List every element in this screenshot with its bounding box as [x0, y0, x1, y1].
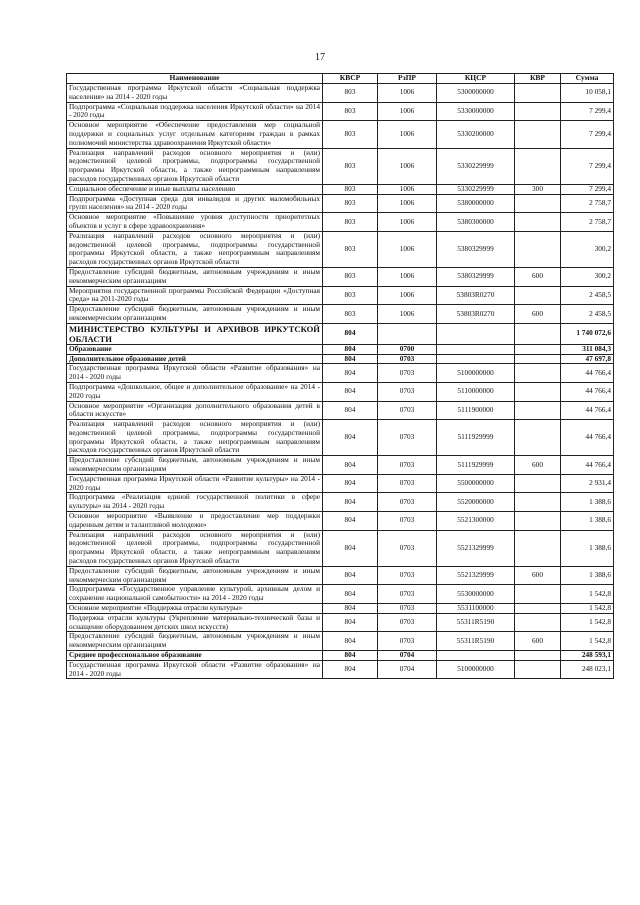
row-kvsr-cell: 804 [323, 604, 378, 614]
row-sum-cell: 311 084,3 [561, 344, 614, 354]
table-row [67, 286, 614, 305]
row-kvsr-cell: 804 [323, 512, 378, 531]
row-sum-cell: 1 388,6 [561, 512, 614, 531]
row-rzpr-cell: 0703 [378, 512, 437, 531]
row-kvsr-cell: 803 [323, 184, 378, 194]
row-rzpr-cell: 1006 [378, 121, 437, 148]
row-rzpr-cell: 1006 [378, 194, 437, 213]
row-kvsr-cell: 803 [323, 305, 378, 324]
row-sum-cell: 1 740 072,6 [561, 323, 614, 344]
row-name-cell: Образование [67, 344, 323, 354]
row-kvr-cell: 600 [515, 267, 561, 286]
row-kvsr-cell: 804 [323, 354, 378, 364]
row-kcsr-cell [437, 651, 515, 661]
row-kvr-cell [515, 213, 561, 232]
row-sum-cell: 1 542,8 [561, 585, 614, 604]
row-kvsr-cell: 804 [323, 474, 378, 493]
row-rzpr-cell: 0700 [378, 344, 437, 354]
row-kcsr-cell: 5330200000 [437, 121, 515, 148]
header-rzpr: РзПР [378, 74, 437, 84]
row-kvr-cell: 600 [515, 456, 561, 475]
table-row [67, 213, 614, 232]
row-name-cell: Основное мероприятие «Организация дополнительного образования детей в области искусств» [67, 401, 323, 420]
row-sum-cell: 44 766,4 [561, 401, 614, 420]
row-kcsr-cell: 5100000000 [437, 660, 515, 679]
row-rzpr-cell: 0703 [378, 613, 437, 632]
row-sum-cell: 300,2 [561, 267, 614, 286]
row-kvsr-cell: 804 [323, 585, 378, 604]
row-sum-cell: 1 388,6 [561, 566, 614, 585]
row-sum-cell: 7 299,4 [561, 148, 614, 184]
row-kvsr-cell: 804 [323, 323, 378, 344]
row-sum-cell: 10 058,1 [561, 84, 614, 103]
row-kvr-cell [515, 585, 561, 604]
row-kvsr-cell: 803 [323, 102, 378, 121]
row-kcsr-cell: 5330000000 [437, 102, 515, 121]
row-sum-cell: 47 697,8 [561, 354, 614, 364]
row-sum-cell: 2 758,7 [561, 194, 614, 213]
row-kvsr-cell: 804 [323, 344, 378, 354]
row-name-cell: Поддержка отрасли культуры (Укрепление материально-технической базы и оснащение оборудованием детских школ искусств) [67, 613, 323, 632]
row-kvsr-cell: 803 [323, 231, 378, 267]
row-name-cell: Дополнительное образование детей [67, 354, 323, 364]
table-row [67, 267, 614, 286]
row-sum-cell: 2 458,5 [561, 305, 614, 324]
row-kcsr-cell: 55311R5190 [437, 613, 515, 632]
row-kvsr-cell: 803 [323, 84, 378, 103]
row-rzpr-cell: 1006 [378, 305, 437, 324]
row-kvr-cell [515, 364, 561, 383]
row-name-cell: Основное мероприятие «Выявление и предоставление мер поддержки одаренным детям и талантливой молодежи» [67, 512, 323, 531]
row-rzpr-cell: 0703 [378, 456, 437, 475]
table-row [67, 184, 614, 194]
header-sum: Сумма [561, 74, 614, 84]
row-kvr-cell [515, 660, 561, 679]
row-rzpr-cell: 0703 [378, 354, 437, 364]
table-row [67, 344, 614, 354]
row-name-cell: Подпрограмма «Реализация единой государственной политики в сфере культуры» на 2014 - 2020 годы [67, 493, 323, 512]
table-row [67, 456, 614, 475]
row-kcsr-cell: 5380329999 [437, 231, 515, 267]
row-name-cell: Предоставление субсидий бюджетным, автономным учреждениям и иным некоммерческим организациям [67, 456, 323, 475]
row-kvr-cell [515, 231, 561, 267]
row-kcsr-cell [437, 354, 515, 364]
table-row [67, 305, 614, 324]
table-row [67, 604, 614, 614]
row-sum-cell: 300,2 [561, 231, 614, 267]
table-row [67, 530, 614, 566]
row-sum-cell: 44 766,4 [561, 420, 614, 456]
table-row [67, 364, 614, 383]
row-kvr-cell [515, 84, 561, 103]
table-row [67, 660, 614, 679]
row-rzpr-cell: 0704 [378, 660, 437, 679]
row-kvr-cell [515, 194, 561, 213]
table-row [67, 585, 614, 604]
row-kvsr-cell: 804 [323, 364, 378, 383]
row-kvsr-cell: 803 [323, 121, 378, 148]
row-rzpr-cell: 0703 [378, 401, 437, 420]
header-kvsr: КВСР [323, 74, 378, 84]
row-name-cell: Государственная программа Иркутской области «Социальная поддержка населения» на 2014 - 2020 годы [67, 84, 323, 103]
row-kcsr-cell: 5521300000 [437, 512, 515, 531]
row-kvr-cell [515, 102, 561, 121]
row-kvsr-cell: 803 [323, 148, 378, 184]
row-sum-cell: 248 023,1 [561, 660, 614, 679]
row-kcsr-cell: 55311R5190 [437, 632, 515, 651]
row-kvr-cell [515, 323, 561, 344]
row-name-cell: Основное мероприятие «Повышение уровня доступности приоритетных объектов и услуг в сфере здравоохранения» [67, 213, 323, 232]
row-kvsr-cell: 804 [323, 420, 378, 456]
row-kvsr-cell: 804 [323, 632, 378, 651]
row-kvsr-cell: 804 [323, 660, 378, 679]
row-kvr-cell: 300 [515, 184, 561, 194]
table-header-row [67, 74, 614, 84]
row-rzpr-cell: 0703 [378, 566, 437, 585]
row-rzpr-cell: 0703 [378, 364, 437, 383]
row-sum-cell: 7 299,4 [561, 102, 614, 121]
row-rzpr-cell: 1006 [378, 148, 437, 184]
row-rzpr-cell: 0703 [378, 474, 437, 493]
row-kvr-cell [515, 530, 561, 566]
row-kcsr-cell: 5330229999 [437, 148, 515, 184]
row-kvr-cell [515, 651, 561, 661]
row-kcsr-cell: 5531100000 [437, 604, 515, 614]
row-kvr-cell [515, 354, 561, 364]
header-kcsr: КЦСР [437, 74, 515, 84]
row-kcsr-cell: 5300000000 [437, 84, 515, 103]
row-sum-cell: 7 299,4 [561, 184, 614, 194]
row-name-cell: Реализация направлений расходов основного мероприятия и (или) ведомственной целевой программы, подпрограммы государственной программы Иркутской области, а также непрограммным направлениям расходов государственных органов Иркутской области [67, 148, 323, 184]
row-rzpr-cell: 1006 [378, 286, 437, 305]
row-sum-cell: 1 542,8 [561, 604, 614, 614]
table-row [67, 323, 614, 344]
row-rzpr-cell [378, 323, 437, 344]
table-row [67, 84, 614, 103]
row-kvsr-cell: 804 [323, 566, 378, 585]
row-kvr-cell [515, 420, 561, 456]
row-name-cell: МИНИСТЕРСТВО КУЛЬТУРЫ И АРХИВОВ ИРКУТСКОЙ ОБЛАСТИ [67, 323, 323, 344]
row-name-cell: Предоставление субсидий бюджетным, автономным учреждениям и иным некоммерческим организациям [67, 632, 323, 651]
row-kvsr-cell: 804 [323, 456, 378, 475]
row-name-cell: Подпрограмма «Дошкольное, общее и дополнительное образование» на 2014 - 2020 годы [67, 382, 323, 401]
row-kvsr-cell: 804 [323, 493, 378, 512]
row-kvr-cell [515, 604, 561, 614]
table-row [67, 231, 614, 267]
row-kcsr-cell: 53803R0270 [437, 286, 515, 305]
row-kvr-cell [515, 512, 561, 531]
row-name-cell: Предоставление субсидий бюджетным, автономным учреждениям и иным некоммерческим организациям [67, 566, 323, 585]
row-kvr-cell [515, 382, 561, 401]
table-body [67, 84, 614, 679]
row-rzpr-cell: 0703 [378, 420, 437, 456]
row-rzpr-cell: 0703 [378, 382, 437, 401]
row-sum-cell: 2 931,4 [561, 474, 614, 493]
table-row [67, 121, 614, 148]
row-kvr-cell [515, 148, 561, 184]
row-sum-cell: 44 766,4 [561, 382, 614, 401]
table-row [67, 566, 614, 585]
row-kvr-cell [515, 286, 561, 305]
row-kvsr-cell: 803 [323, 267, 378, 286]
row-kcsr-cell [437, 344, 515, 354]
row-rzpr-cell: 0703 [378, 604, 437, 614]
row-name-cell: Реализация направлений расходов основного мероприятия и (или) ведомственной целевой программы, подпрограммы государственной программы Иркутской области, а также непрограммным направлениям расходов государственных органов Иркутской области [67, 420, 323, 456]
table-row [67, 102, 614, 121]
row-name-cell: Основное мероприятие «Поддержка отрасли культуры» [67, 604, 323, 614]
row-kcsr-cell: 5111929999 [437, 456, 515, 475]
row-kvr-cell: 600 [515, 566, 561, 585]
row-name-cell: Государственная программа Иркутской области «Развитие культуры» на 2014 - 2020 годы [67, 474, 323, 493]
table-row [67, 613, 614, 632]
row-kcsr-cell: 5380000000 [437, 194, 515, 213]
row-kcsr-cell: 5380300000 [437, 213, 515, 232]
table-row [67, 420, 614, 456]
row-sum-cell: 1 388,6 [561, 493, 614, 512]
row-kcsr-cell: 5521329999 [437, 530, 515, 566]
row-kvr-cell [515, 493, 561, 512]
row-kcsr-cell: 5521329999 [437, 566, 515, 585]
row-kvsr-cell: 803 [323, 194, 378, 213]
row-sum-cell: 1 542,8 [561, 632, 614, 651]
budget-table [66, 73, 614, 679]
row-kvr-cell: 600 [515, 632, 561, 651]
row-name-cell: Подпрограмма «Государственное управление культурой, архивным делом и сохранение национальной самобытности» на 2014 - 2020 годы [67, 585, 323, 604]
row-sum-cell: 7 299,4 [561, 121, 614, 148]
table-row [67, 474, 614, 493]
row-kvr-cell: 600 [515, 305, 561, 324]
row-sum-cell: 248 593,1 [561, 651, 614, 661]
row-sum-cell: 44 766,4 [561, 364, 614, 383]
row-name-cell: Государственная программа Иркутской области «Развитие образования» на 2014 - 2020 годы [67, 364, 323, 383]
row-sum-cell: 1 542,8 [561, 613, 614, 632]
row-kvsr-cell: 803 [323, 213, 378, 232]
row-sum-cell: 44 766,4 [561, 456, 614, 475]
row-rzpr-cell: 1006 [378, 84, 437, 103]
row-kcsr-cell: 5110000000 [437, 382, 515, 401]
table-row [67, 632, 614, 651]
row-kvsr-cell: 804 [323, 651, 378, 661]
row-name-cell: Основное мероприятие «Обеспечение предоставления мер социальной поддержки и социальных услуг отдельным категориям граждан в рамках полномочий министерства здравоохранения Иркутской области» [67, 121, 323, 148]
table-row [67, 651, 614, 661]
row-name-cell: Подпрограмма «Доступная среда для инвалидов и других маломобильных групп населения» на 2014 - 2020 годы [67, 194, 323, 213]
row-kvsr-cell: 804 [323, 401, 378, 420]
row-name-cell: Государственная программа Иркутской области «Развитие образования» на 2014 - 2020 годы [67, 660, 323, 679]
row-name-cell: Реализация направлений расходов основного мероприятия и (или) ведомственной целевой программы, подпрограммы государственной программы Иркутской области, а также непрограммным направлениям расходов государственных органов Иркутской области [67, 231, 323, 267]
row-kcsr-cell: 5111900000 [437, 401, 515, 420]
header-name: Наименование [67, 74, 323, 84]
row-rzpr-cell: 0703 [378, 632, 437, 651]
row-kcsr-cell: 53803R0270 [437, 305, 515, 324]
row-name-cell: Среднее профессиональное образование [67, 651, 323, 661]
row-name-cell: Предоставление субсидий бюджетным, автономным учреждениям и иным некоммерческим организациям [67, 267, 323, 286]
row-name-cell: Мероприятия государственной программы Российской Федерации «Доступная среда» на 2011-2020 годы [67, 286, 323, 305]
row-sum-cell: 2 458,5 [561, 286, 614, 305]
row-name-cell: Социальное обеспечение и иные выплаты населению [67, 184, 323, 194]
row-kcsr-cell: 5500000000 [437, 474, 515, 493]
row-kvsr-cell: 803 [323, 286, 378, 305]
table-row [67, 401, 614, 420]
row-kvsr-cell: 804 [323, 382, 378, 401]
row-kcsr-cell: 5520000000 [437, 493, 515, 512]
row-kvsr-cell: 804 [323, 530, 378, 566]
row-rzpr-cell: 1006 [378, 267, 437, 286]
row-rzpr-cell: 1006 [378, 213, 437, 232]
header-kvr: КВР [515, 74, 561, 84]
page-number: 17 [315, 52, 325, 63]
row-rzpr-cell: 0703 [378, 493, 437, 512]
row-kvr-cell [515, 121, 561, 148]
row-kcsr-cell: 5100000000 [437, 364, 515, 383]
row-name-cell: Предоставление субсидий бюджетным, автономным учреждениям и иным некоммерческим организациям [67, 305, 323, 324]
table-row [67, 512, 614, 531]
row-rzpr-cell: 0703 [378, 585, 437, 604]
row-name-cell: Реализация направлений расходов основного мероприятия и (или) ведомственной целевой программы, подпрограммы государственной программы Иркутской области, а также непрограммным направлениям расходов государственных органов Иркутской области [67, 530, 323, 566]
row-rzpr-cell: 0703 [378, 530, 437, 566]
row-sum-cell: 1 388,6 [561, 530, 614, 566]
row-kcsr-cell: 5530000000 [437, 585, 515, 604]
row-kcsr-cell: 5330229999 [437, 184, 515, 194]
row-kvr-cell [515, 344, 561, 354]
row-rzpr-cell: 1006 [378, 231, 437, 267]
row-kcsr-cell [437, 323, 515, 344]
row-rzpr-cell: 1006 [378, 102, 437, 121]
row-kvr-cell [515, 613, 561, 632]
row-sum-cell: 2 758,7 [561, 213, 614, 232]
row-rzpr-cell: 1006 [378, 184, 437, 194]
table-row [67, 148, 614, 184]
row-name-cell: Подпрограмма «Социальная поддержка населения Иркутской области» на 2014 - 2020 годы [67, 102, 323, 121]
row-kcsr-cell: 5111929999 [437, 420, 515, 456]
table-row [67, 382, 614, 401]
row-kvr-cell [515, 401, 561, 420]
row-rzpr-cell: 0704 [378, 651, 437, 661]
table-row [67, 194, 614, 213]
row-kvsr-cell: 804 [323, 613, 378, 632]
row-kcsr-cell: 5380329999 [437, 267, 515, 286]
table-row [67, 493, 614, 512]
row-kvr-cell [515, 474, 561, 493]
